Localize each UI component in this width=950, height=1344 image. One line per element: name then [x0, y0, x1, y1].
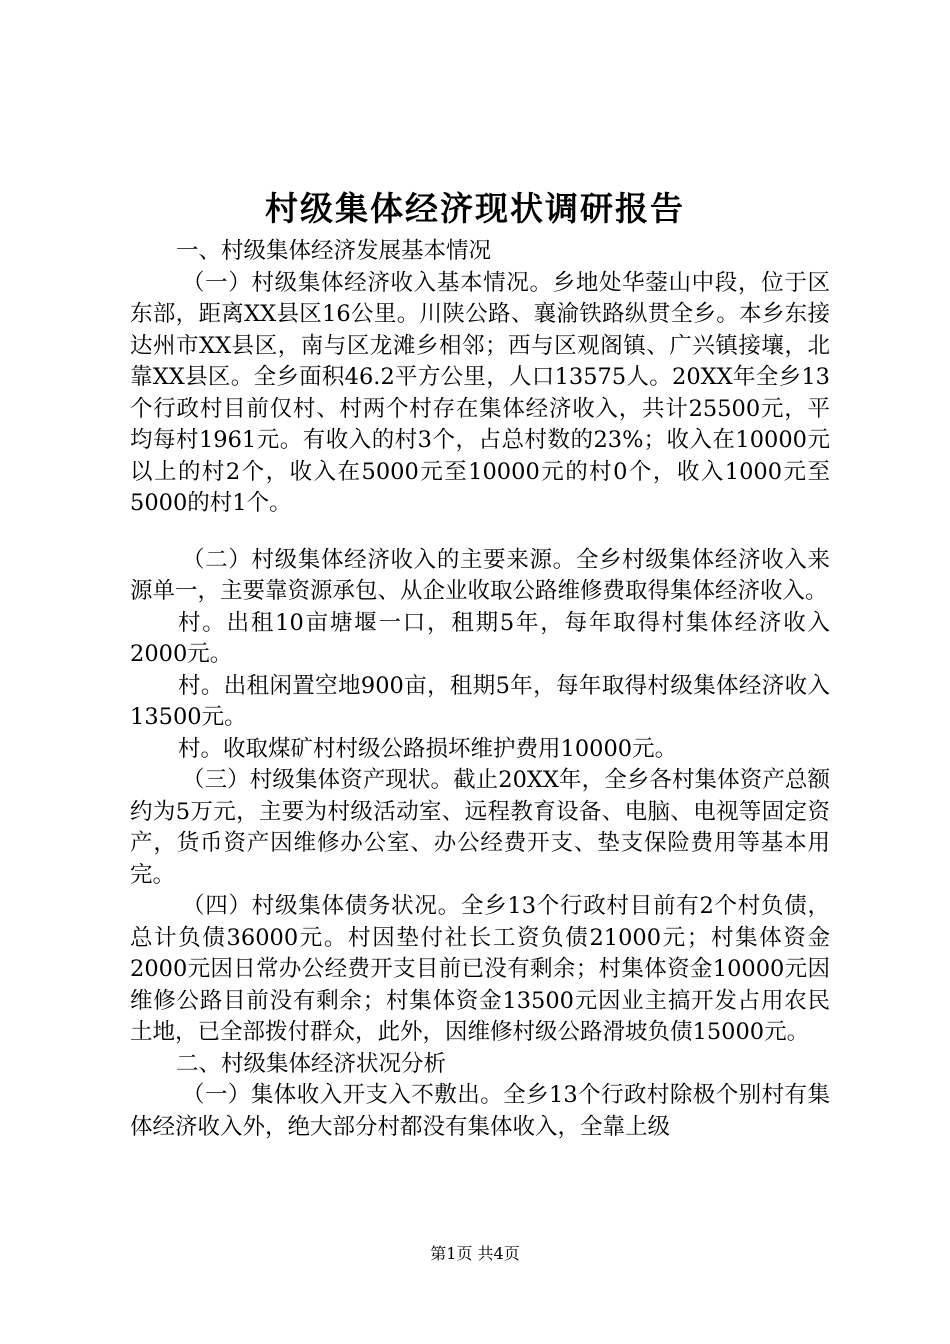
page-number: 第1页 共4页 [430, 1244, 520, 1263]
section-heading-2: 二、村级集体经济状况分析 [176, 1050, 447, 1077]
paragraph-income-sources: （二）村级集体经济收入的主要来源。全乡村级集体经济收入来源单一，主要靠资源承包、从企业收取公路维修费取得集体经济收入。 [130, 546, 830, 604]
paragraph-village-land: 村。出租闲置空地900亩，租期5年，每年取得村级集体经济收入13500元。 [130, 672, 830, 730]
paragraph-village-road-fee: 村。收取煤矿村村级公路损坏维护费用10000元。 [178, 735, 678, 762]
document-body [130, 236, 830, 1143]
document-title: 村级集体经济现状调研报告 [265, 189, 685, 228]
paragraph-debts: （四）村级集体债务状况。全乡13个行政村目前有2个村负债，总计负债36000元。村因垫付社长工资负债21000元；村集体资金2000元因日常办公经费开支目前已没有剩余；村集体资金10000元因维修公路目前没有剩余；村集体资金13500元因业主搞开发占用农民土地，已全部拨付群众，此外，因维修村级公路滑坡负债15000元。 [130, 893, 830, 1045]
paragraph-income-overview: （一）村级集体经济收入基本情况。乡地处华蓥山中段，位于区东部，距离XX县区16公里。川陕公路、襄渝铁路纵贯全乡。本乡东接达州市XX县区，南与区龙滩乡相邻；西与区观阁镇、广兴镇接壤，北靠XX县区。全乡面积46.2平方公里，人口13575人。20XX年全乡13个行政村目前仅村、村两个村存在集体经济收入，共计25500元，平均每村1961元。有收入的村3个，占总村数的23%；收入在10000元以上的村2个，收入在5000元至10000元的村0个，收入1000元至5000的村1个。 [130, 269, 830, 516]
paragraph-analysis-1: （一）集体收入开支入不敷出。全乡13个行政村除极个别村有集体经济收入外，绝大部分村都没有集体收入，全靠上级 [130, 1082, 830, 1140]
paragraph-assets: （三）村级集体资产现状。截止20XX年，全乡各村集体资产总额约为5万元，主要为村级活动室、远程教育设备、电脑、电视等固定资产，货币资产因维修办公室、办公经费开支、垫支保险费用等基本用完。 [130, 767, 830, 888]
paragraph-village-pond: 村。出租10亩塘堰一口，租期5年，每年取得村集体经济收入2000元。 [130, 609, 830, 667]
section-heading-1: 一、村级集体经济发展基本情况 [176, 238, 492, 264]
